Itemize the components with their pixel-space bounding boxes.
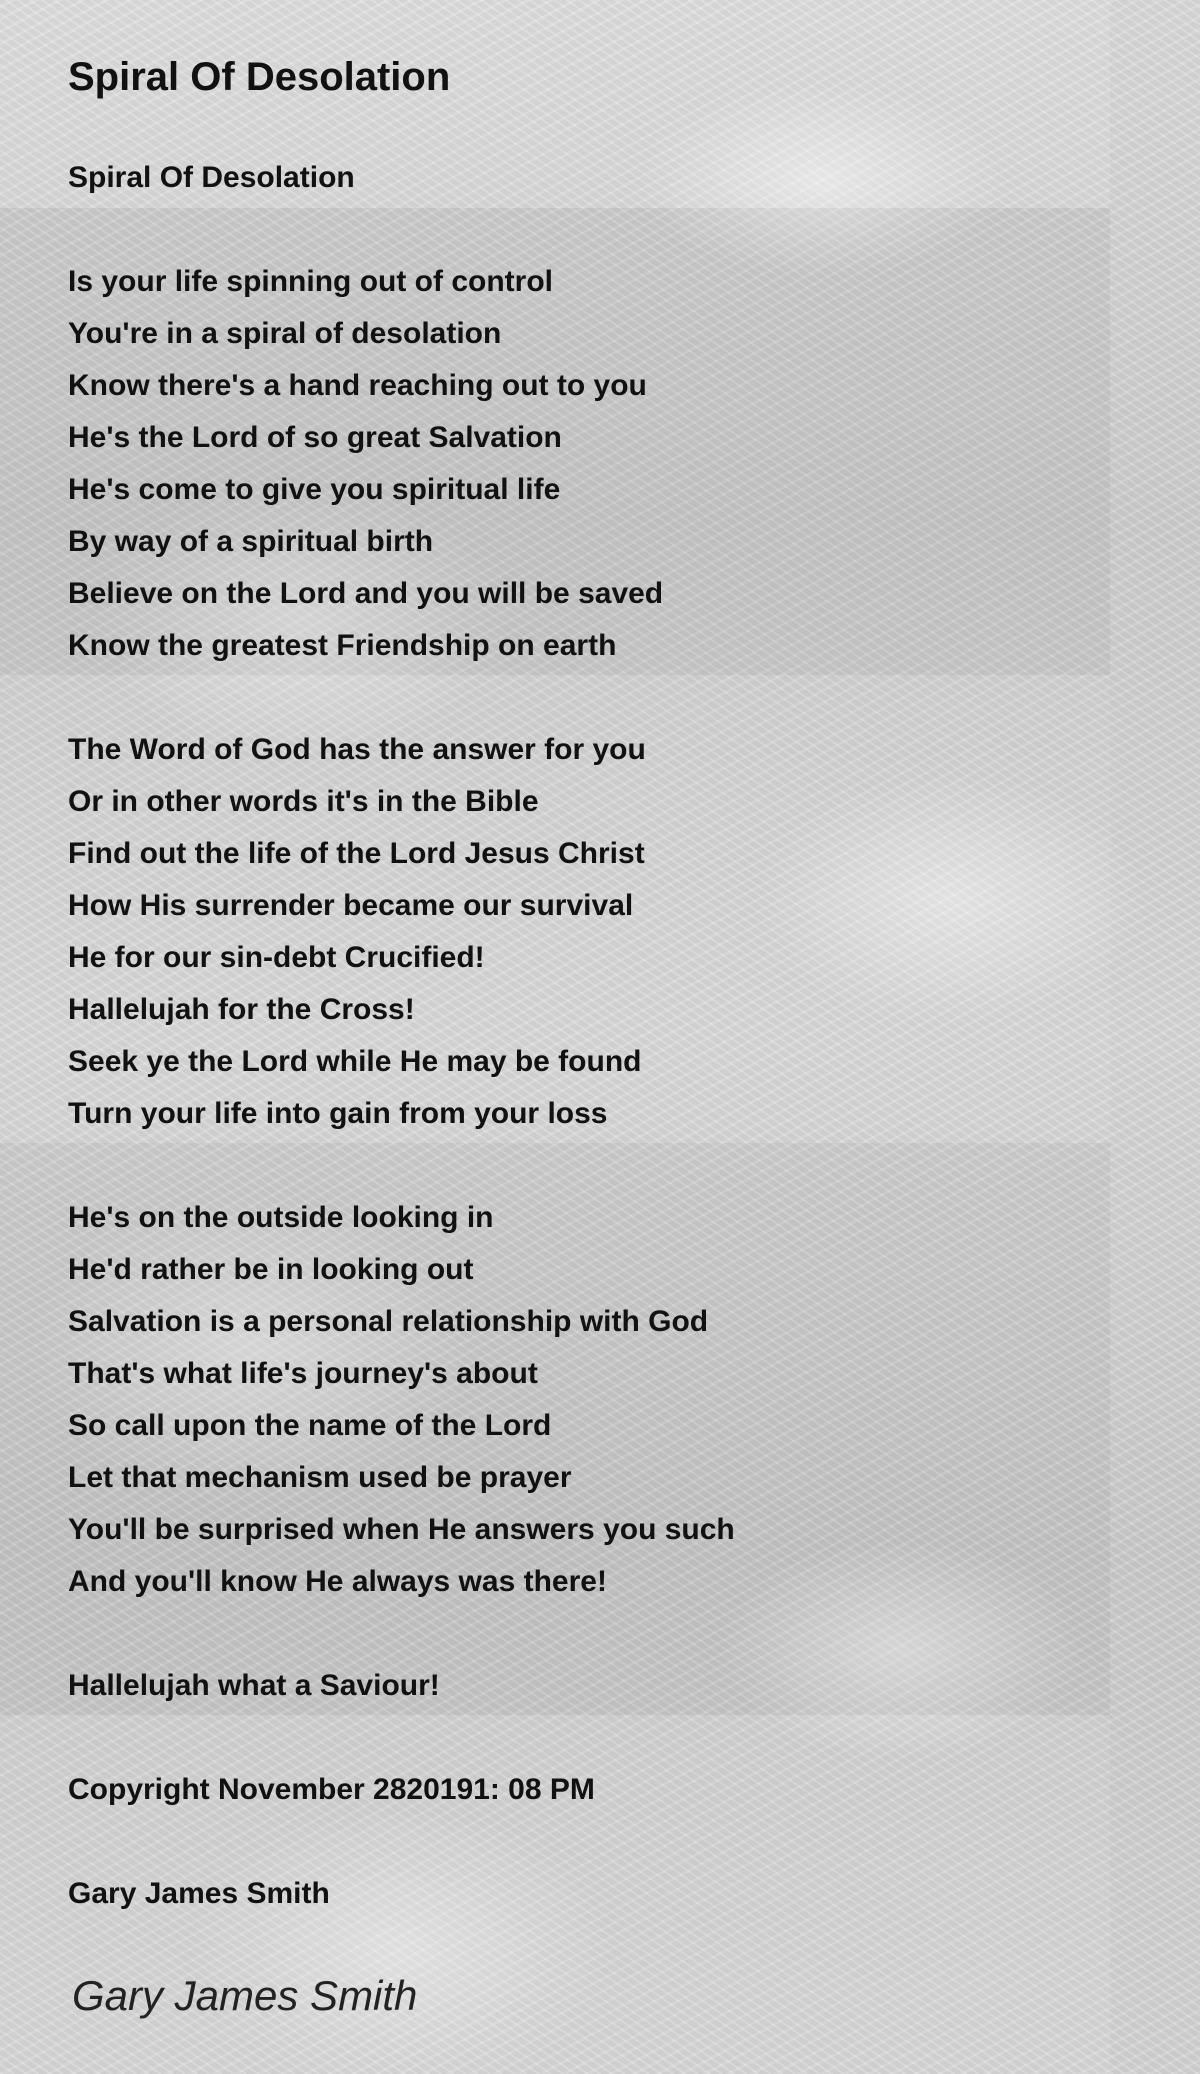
poem-line: How His surrender became our survival [68, 889, 634, 922]
stanza-2 [68, 724, 1128, 1140]
poem-line: You're in a spiral of desolation [68, 317, 502, 350]
poem-subtitle: Spiral Of Desolation [68, 161, 355, 194]
stanza-break [68, 1608, 1128, 1660]
poem-line: Let that mechanism used be prayer [68, 1461, 572, 1494]
stanza-break [68, 1816, 1128, 1868]
poem-line: So call upon the name of the Lord [68, 1409, 552, 1442]
author-signature: Gary James Smith [72, 1972, 418, 2019]
poem-line: Or in other words it's in the Bible [68, 785, 539, 818]
poem-line: Believe on the Lord and you will be saved [68, 577, 664, 610]
poem-line: He for our sin-debt Crucified! [68, 941, 485, 974]
poem-line: Hallelujah for the Cross! [68, 993, 415, 1026]
poem-line: That's what life's journey's about [68, 1357, 538, 1390]
poem-closing-line: Hallelujah what a Saviour! [68, 1669, 440, 1702]
stanza-3 [68, 1192, 1128, 1608]
poem-line: He's the Lord of so great Salvation [68, 421, 562, 454]
poem-container [68, 50, 1128, 1920]
poem-line: Salvation is a personal relationship with God [68, 1305, 709, 1338]
poem-line: Is your life spinning out of control [68, 265, 553, 298]
poem-line: He'd rather be in looking out [68, 1253, 474, 1286]
poem-line: The Word of God has the answer for you [68, 733, 646, 766]
author-name: Gary James Smith [68, 1877, 330, 1910]
poem-line: And you'll know He always was there! [68, 1565, 607, 1598]
copyright-notice: Copyright November 2820191: 08 PM [68, 1773, 595, 1806]
poem-line: By way of a spiritual birth [68, 525, 434, 558]
poem-title: Spiral Of Desolation [68, 55, 451, 99]
stanza-1 [68, 256, 1128, 672]
poem-line: Know the greatest Friendship on earth [68, 629, 617, 662]
poem-line: Know there's a hand reaching out to you [68, 369, 647, 402]
stanza-break [68, 672, 1128, 724]
stanza-break [68, 1140, 1128, 1192]
poem-line: He's come to give you spiritual life [68, 473, 561, 506]
poem-line: He's on the outside looking in [68, 1201, 494, 1234]
poem-line: Find out the life of the Lord Jesus Christ [68, 837, 645, 870]
poem-line: Turn your life into gain from your loss [68, 1097, 608, 1130]
stanza-break [68, 204, 1128, 256]
poem-line: You'll be surprised when He answers you such [68, 1513, 735, 1546]
stanza-break [68, 1712, 1128, 1764]
poem-line: Seek ye the Lord while He may be found [68, 1045, 642, 1078]
